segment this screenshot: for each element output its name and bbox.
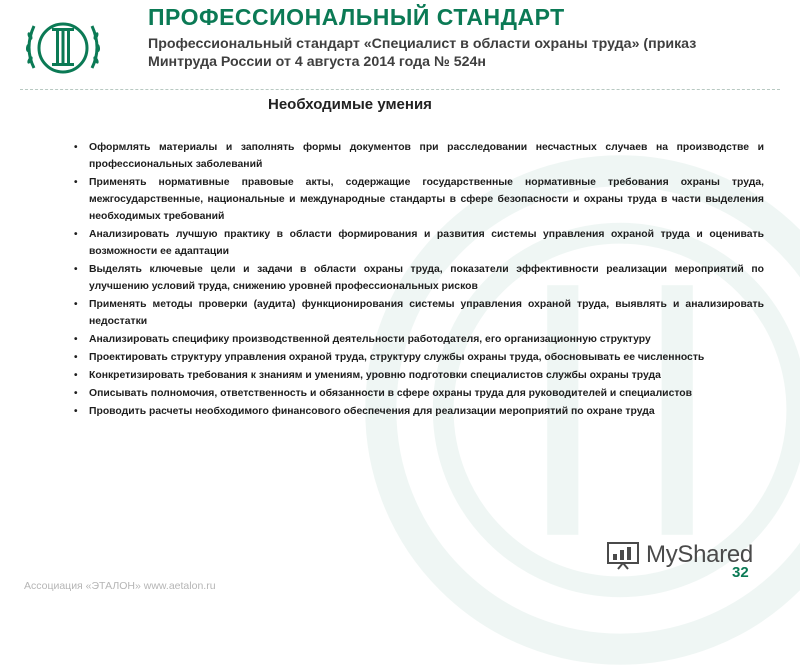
list-item <box>74 403 764 420</box>
list-item-text: Описывать полномочия, ответственность и обязанности в сфере охраны труда для руководителей и специалистов <box>89 388 693 399</box>
list-item <box>74 139 764 173</box>
list-item <box>74 261 764 295</box>
skills-list <box>74 139 764 421</box>
list-item <box>74 385 764 402</box>
bullet-icon: • <box>74 352 78 363</box>
list-item-text: Проектировать структуру управления охраной труда, структуру службы охраны труда, обосновывать ее численность <box>89 352 705 363</box>
list-item <box>74 226 764 260</box>
bullet-icon: • <box>74 229 78 240</box>
presentation-board-icon <box>606 540 642 570</box>
list-item <box>74 367 764 384</box>
page-title: ПРОФЕССИОНАЛЬНЫЙ СТАНДАРТ <box>148 4 565 30</box>
footer-association: Ассоциация «ЭТАЛОН» www.aetalon.ru <box>24 580 216 592</box>
bullet-icon: • <box>74 334 78 345</box>
list-item <box>74 296 764 330</box>
bullet-icon: • <box>74 177 78 188</box>
list-item-text: Выделять ключевые цели и задачи в области охраны труда, показатели эффективности реализации мероприятий по улучшению условий труда, снижению уровней профессиональных рисков <box>89 264 764 292</box>
list-item <box>74 349 764 366</box>
list-item-text: Конкретизировать требования к знаниям и умениям, уровню подготовки специалистов службы охраны труда <box>89 370 661 381</box>
header-divider <box>20 89 780 90</box>
page-subtitle: Профессиональный стандарт «Специалист в области охраны труда» (приказ Минтруда России от 4 августа 2014 года № 524н <box>148 36 697 70</box>
bullet-icon: • <box>74 264 78 275</box>
bullet-icon: • <box>74 142 78 153</box>
list-item <box>74 331 764 348</box>
page-number: 32 <box>732 564 749 581</box>
logo-emblem-icon <box>20 10 106 84</box>
section-heading: Необходимые умения <box>268 96 432 113</box>
list-item-text: Анализировать специфику производственной деятельности работодателя, его организационную структуру <box>89 334 651 345</box>
bullet-icon: • <box>74 370 78 381</box>
list-item-text: Применять методы проверки (аудита) функционирования системы управления охраной труда, выявлять и анализировать недостатки <box>89 299 764 327</box>
list-item-text: Анализировать лучшую практику в области формирования и развития системы управления охраной труда и оценивать возможности ее адаптации <box>89 229 764 257</box>
list-item-text: Оформлять материалы и заполнять формы документов при расследовании несчастных случаев на производстве и профессиональных заболеваний <box>89 142 764 170</box>
bullet-icon: • <box>74 388 78 399</box>
list-item-text: Применять нормативные правовые акты, содержащие государственные нормативные требования охраны труда, межгосударственные, национальные и международные стандарты в сфере безопасности и охраны труда в части выделения необходимых требований <box>89 177 764 222</box>
bullet-icon: • <box>74 299 78 310</box>
bullet-icon: • <box>74 406 78 417</box>
list-item-text: Проводить расчеты необходимого финансового обеспечения для реализации мероприятий по охране труда <box>89 406 655 417</box>
brand-text: MyShared <box>646 541 753 568</box>
list-item <box>74 174 764 225</box>
